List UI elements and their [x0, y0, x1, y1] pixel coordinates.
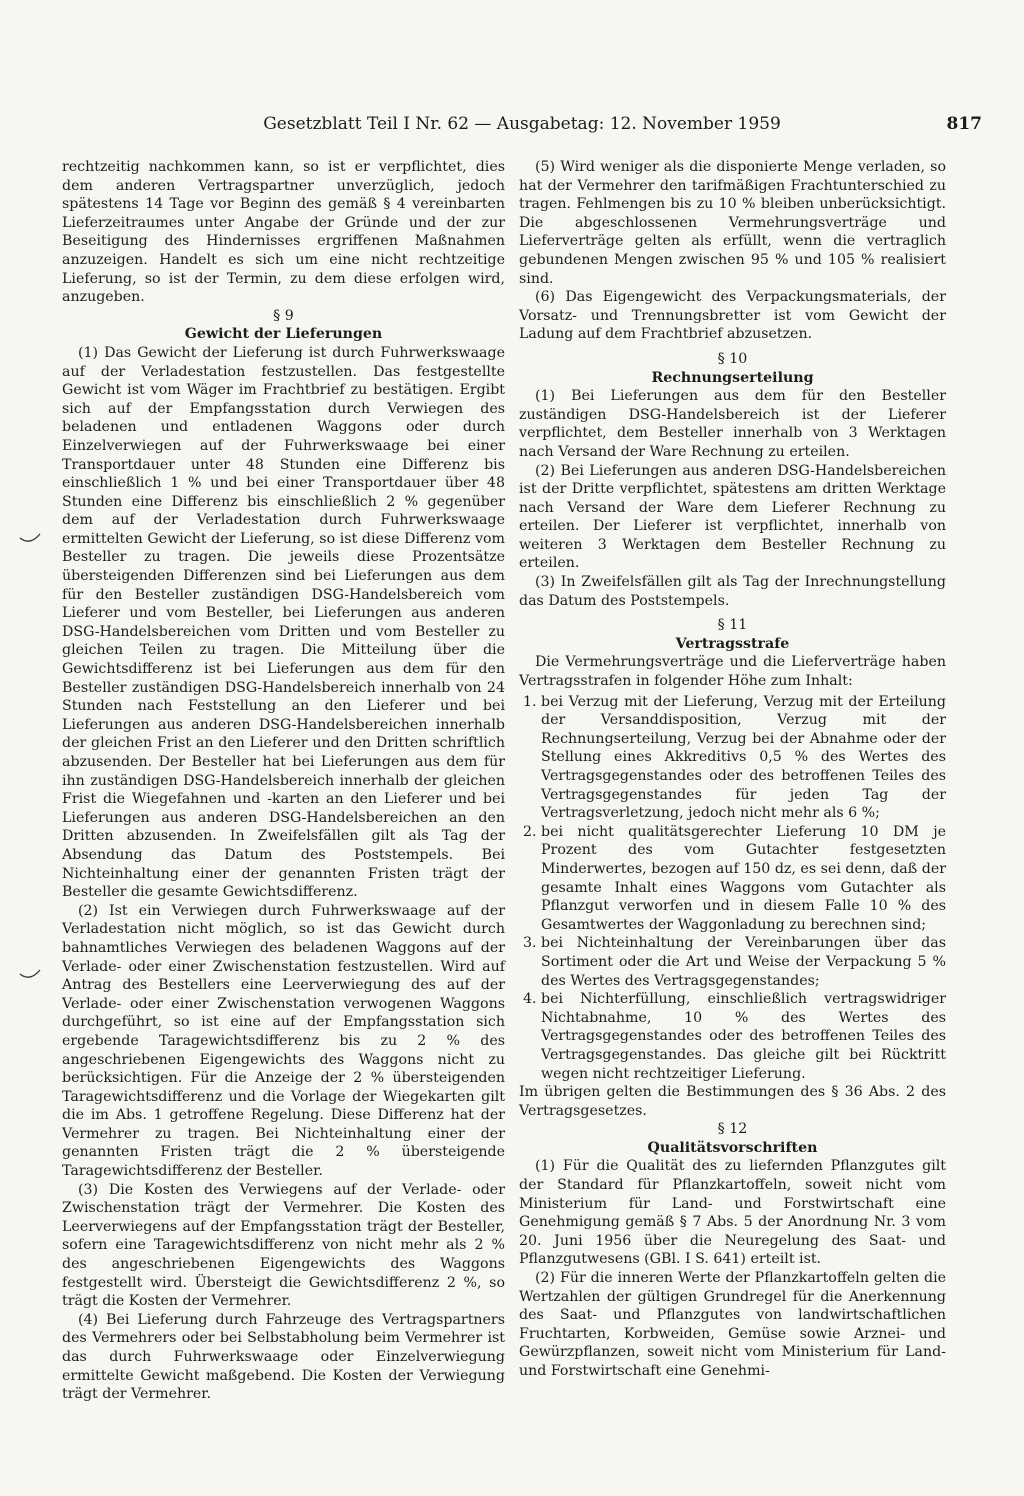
penalty-list: [519, 693, 946, 1083]
paragraph: (2) Für die inneren Werte der Pflanzkartoffeln gelten die Wertzahlen der gültigen Grundregel für die Anerkennung des Saat- und Pflanzgutes von landwirtschaftlichen Fruchtarten, Korbweiden, Gemüse sowie Arznei- und Gewürzpflanzen, soweit nicht vom Ministerium für Land- und Forstwirtschaft eine Genehmi-: [519, 1270, 946, 1379]
paragraph: (3) Die Kosten des Verwiegens auf der Verlade- oder Zwischenstation trägt der Vermehrer. Die Kosten des Leerverwiegens auf der Empfangsstation trägt der Besteller, sofern eine Taragewichtsdifferenz von nicht mehr als 2 % des angeschriebenen Eigengewichts des Waggons festgestellt wird. Übersteigt die Gewichtsdifferenz 2 %, so trägt die Kosten der Vermehrer.: [62, 1181, 505, 1310]
page-number: 817: [946, 114, 982, 134]
paragraph: (5) Wird weniger als die disponierte Menge verladen, so hat der Vermehrer den tarifmäßigen Frachtunterschied zu tragen. Fehlmengen bis zu 10 % bleiben unberücksichtigt. Die abgeschlossenen Vermehrungsverträge und Lieferverträge gelten als erfüllt, wenn die vertraglich gebundenen Mengen zwischen 95 % und 105 % realisiert sind.: [519, 159, 946, 287]
paragraph: Die Vermehrungsverträge und die Lieferverträge haben Vertragsstrafen in folgender Höhe zum Inhalt:: [519, 654, 946, 690]
paragraph: (1) Das Gewicht der Lieferung ist durch Fuhrwerkswaage auf der Verladestation festzustellen. Das festgestellte Gewicht ist vom Wäger im Frachtbrief zu bestätigen. Ergibt sich auf der Empfangsstation durch Verwiegen des beladenen und entladenen Waggons oder durch Einzelverwiegen auf der Fuhrwerkswaage bei einer Transportdauer unter 48 Stunden eine Differenz bis einschließlich 1 % und bei einer Transportdauer über 48 Stunden eine Differenz bis einschließlich 2 % gegenüber dem auf der Verladestation durch Fuhrwerkswaage ermittelten Gewicht der Lieferung, so ist diese Differenz vom Besteller zu tragen. Die jeweils diese Prozentsätze übersteigenden Differenzen sind bei Lieferungen aus dem für den Besteller zuständigen DSG-Handelsbereich vom Lieferer und vom Besteller, bei Lieferungen aus anderen DSG-Handelsbereichen vom Dritten und vom Besteller zu gleichen Teilen zu tragen. Die Mitteilung über die Gewichtsdifferenz ist bei Lieferungen aus dem für den Besteller zuständigen DSG-Handelsbereich innerhalb von 24 Stunden nach Feststellung an den Lieferer und bei Lieferungen aus anderen DSG-Handelsbereichen innerhalb der gleichen Frist an den Lieferer und den Dritten schriftlich abzusenden. Der Besteller hat bei Lieferungen aus dem für ihn zuständigen DSG-Handelsbereich innerhalb der gleichen Frist die Wiegefahnen und -karten an den Lieferer und bei Lieferungen aus anderen DSG-Handelsbereichen an den Dritten abzusenden. In Zweifelsfällen gilt als Tag der Absendung das Datum des Poststempels. Bei Nichteinhaltung einer der genannten Fristen trägt der Besteller die gesamte Gewichtsdifferenz.: [62, 344, 505, 901]
section-title: Rechnungserteilung: [651, 369, 814, 386]
margin-mark-icon: [18, 532, 42, 546]
page-header: [62, 114, 982, 138]
section-title: Vertragsstrafe: [675, 635, 790, 652]
paragraph: (4) Bei Lieferung durch Fahrzeuge des Vertragspartners des Vermehrers oder bei Selbstabholung beim Vermehrer ist das durch Fuhrwerkswaage oder Einzelverwiegung ermittelte Gewicht maßgebend. Die Kosten der Verwiegung trägt der Vermehrer.: [62, 1311, 505, 1403]
left-column: [62, 158, 505, 1404]
list-item: 3. bei Nichteinhaltung der Vereinbarungen über das Sortiment oder die Art und Weise der Verpackung 5 % des Wertes des Vertragsgegenstandes;: [523, 935, 946, 989]
paragraph: (6) Das Eigengewicht des Verpackungsmaterials, der Vorsatz- und Trennungsbretter ist vom Gewicht der Ladung auf dem Frachtbrief abzusetzen.: [519, 289, 946, 343]
paragraph: (2) Bei Lieferungen aus anderen DSG-Handelsbereichen ist der Dritte verpflichtet, spätestens am dritten Werktage nach Versand der Ware dem Lieferer Rechnung zu erteilen. Der Lieferer ist verpflichtet, innerhalb von weiteren 3 Werktagen dem Besteller Rechnung zu erteilen.: [519, 462, 946, 572]
section-number: § 11: [717, 617, 748, 634]
section-title: Qualitätsvorschriften: [647, 1139, 818, 1156]
section-number: § 10: [717, 350, 748, 367]
section-number: § 12: [717, 1121, 748, 1138]
section-number: § 9: [273, 307, 294, 324]
paragraph: (2) Ist ein Verwiegen durch Fuhrwerkswaage auf der Verladestation nicht möglich, so ist das Gewicht durch bahnamtliches Verwiegen des beladenen Waggons auf der Verlade- oder einer Zwischenstation festzustellen. Wird auf Antrag des Bestellers eine Leerverwiegung des auf der Verlade- oder einer Zwischenstation verwogenen Waggons durchgeführt, so ist eine auf der Empfangsstation sich ergebende Taragewichtsdifferenz bis zu 2 % des angeschriebenen Eigengewichts des Waggons nicht zu berücksichtigen. Für die Anzeige der 2 % übersteigenden Taragewichtsdifferenz und die Vorlage der Wiegekarten gilt die im Abs. 1 getroffene Regelung. Diese Differenz hat der Vermehrer zu tragen. Bei Nichteinhaltung einer der genannten Fristen trägt die 2 % übersteigende Taragewichtsdifferenz der Besteller.: [62, 902, 505, 1180]
right-column: [519, 158, 946, 1381]
list-item: 1. bei Verzug mit der Lieferung, Verzug mit der Erteilung der Versanddisposition, Verzug mit der Rechnungserteilung, Verzug bei der Abnahme oder der Stellung eines Akkreditivs 0,5 % des Wertes des Vertragsgegenstandes oder des betroffenen Teiles des Vertragsgegenstandes für jeden Tag der Vertragsverletzung, jedoch nicht mehr als 6 %;: [523, 693, 946, 822]
paragraph: Im übrigen gelten die Bestimmungen des § 36 Abs. 2 des Vertragsgesetzes.: [519, 1084, 946, 1119]
paragraph: rechtzeitig nachkommen kann, so ist er verpflichtet, dies dem anderen Vertragspartner unverzüglich, jedoch spätestens 14 Tage vor Beginn des gemäß § 4 vereinbarten Lieferzeitraumes unter Angabe der Gründe und der zur Beseitigung des Hindernisses ergriffenen Maßnahmen anzuzeigen. Handelt es sich um eine nicht rechtzeitige Lieferung, so ist der Termin, zu dem diese erfolgen wird, anzugeben.: [62, 159, 505, 306]
paragraph: (3) In Zweifelsfällen gilt als Tag der Inrechnungstellung das Datum des Poststempels.: [519, 574, 946, 609]
list-item: 2. bei nicht qualitätsgerechter Lieferung 10 DM je Prozent des vom Gutachter festgesetzten Minderwertes, bezogen auf 150 dz, es sei denn, daß der gesamte Inhalt eines Waggons vom Gutachter als Pflanzgut verworfen und in diesem Falle 10 % des Gesamtwertes der Waggonladung zu berechnen sind;: [523, 823, 946, 933]
margin-mark-icon: [18, 968, 42, 982]
paragraph: (1) Für die Qualität des zu liefernden Pflanzgutes gilt der Standard für Pflanzkartoffeln, soweit nicht vom Ministerium für Land- und Forstwirtschaft eine Genehmigung gemäß § 7 Abs. 5 der Anordnung Nr. 3 vom 20. Juni 1956 über die Neuregelung des Saat- und Pflanzgutwesens (GBl. I S. 641) erteilt ist.: [519, 1158, 946, 1268]
header-title: Gesetzblatt Teil I Nr. 62 — Ausgabetag: 12. November 1959: [263, 114, 781, 134]
paragraph: (1) Bei Lieferungen aus dem für den Besteller zuständigen DSG-Handelsbereich ist der Lieferer verpflichtet, dem Besteller innerhalb von 3 Werktagen nach Versand der Ware Rechnung zu erteilen.: [519, 388, 946, 460]
list-item: 4. bei Nichterfüllung, einschließlich vertragswidriger Nichtabnahme, 10 % des Wertes des Vertragsgegenstandes oder des betroffenen Teiles des Vertragsgegenstandes. Das gleiche gilt bei Rücktritt wegen nicht rechtzeitiger Lieferung.: [523, 991, 946, 1082]
section-title: Gewicht der Lieferungen: [184, 326, 383, 343]
